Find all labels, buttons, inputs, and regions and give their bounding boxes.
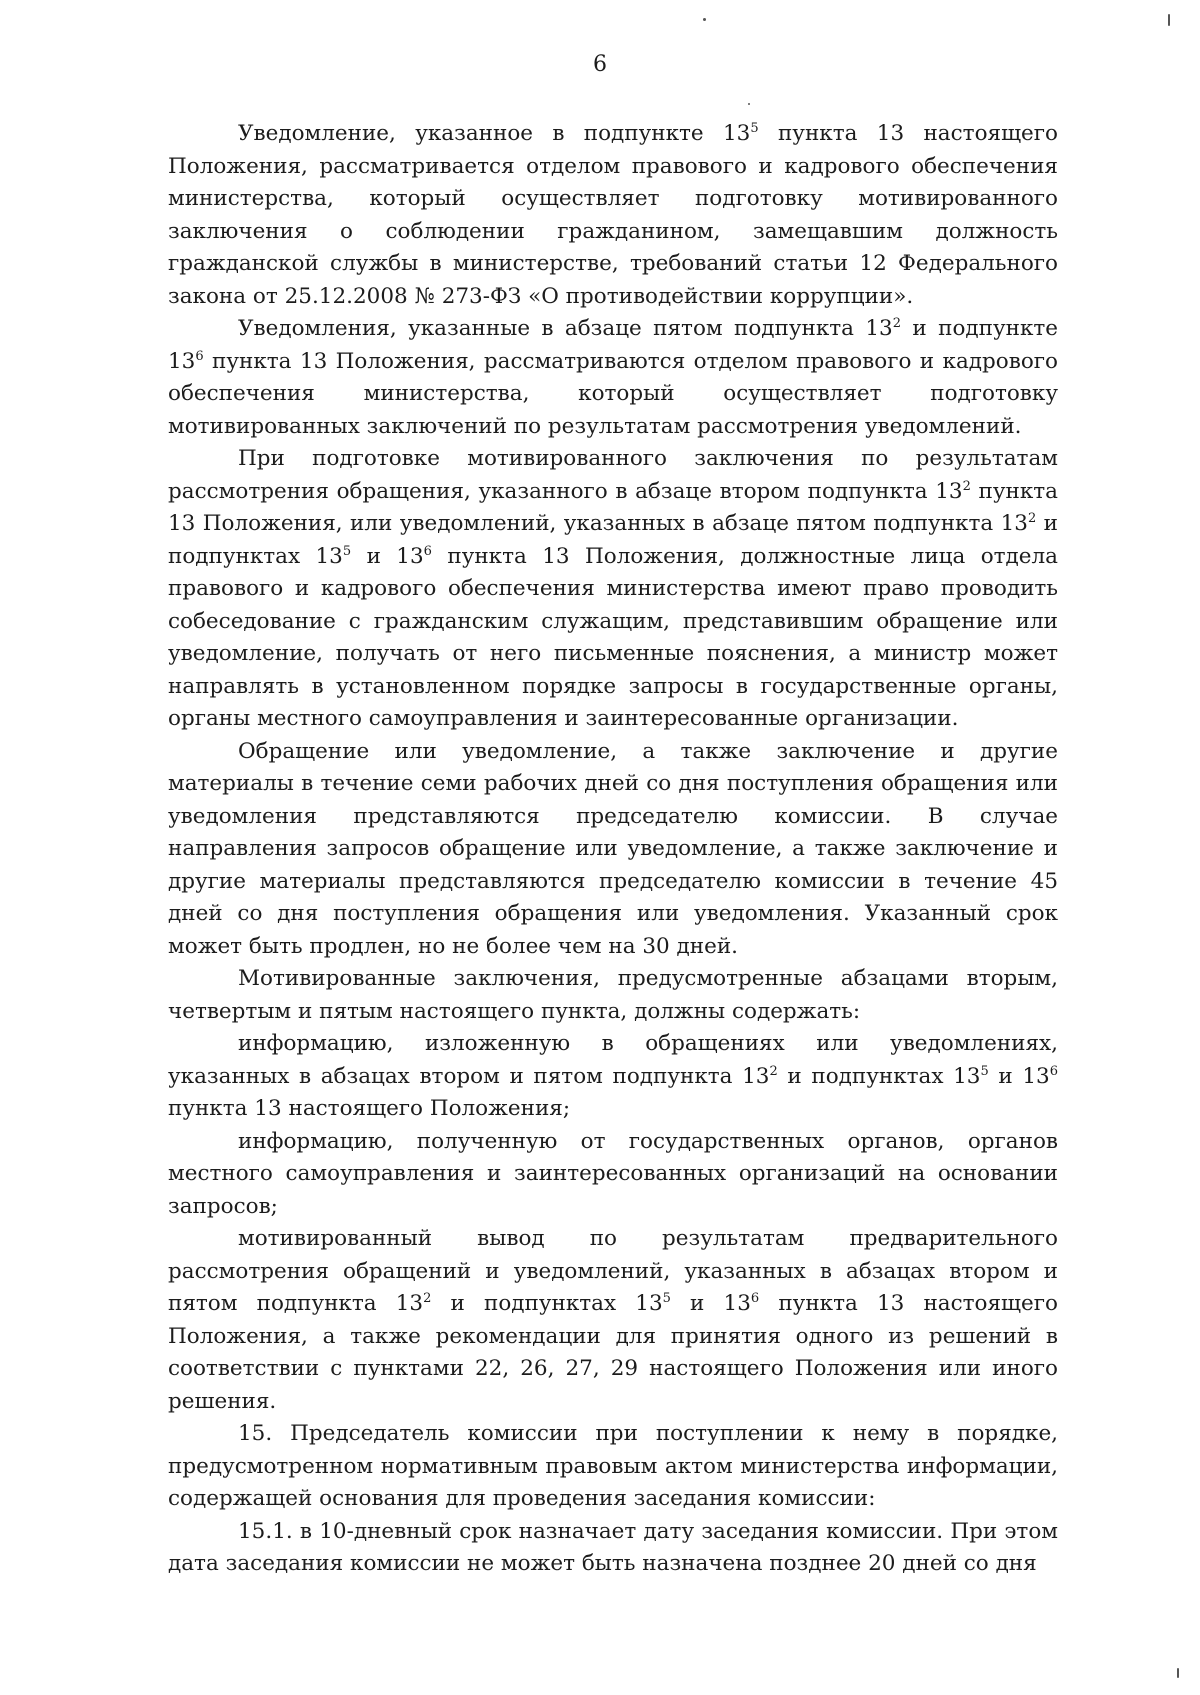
paragraph — [168, 1126, 1058, 1224]
text-run: и подпунктах 13 — [431, 1291, 663, 1316]
superscript: 2 — [892, 316, 902, 331]
scan-speck — [703, 18, 706, 21]
superscript: 5 — [980, 1063, 989, 1079]
text-run: мотивированный вывод по результатам предварительного рассмотрения обращений и уведомлений, указанных в абзацах втором и пятом подпункта 13 — [168, 1226, 1058, 1316]
text-run: и подпункте 13 — [168, 316, 1058, 374]
text-run: пункта 13 настоящего Положения, рассматривается отделом правового и кадрового обеспечения министерства, который осуществляет подготовку мотивированного заключения о соблюдении гражданином, замещавшим должность гражданской службы в министерстве, требований статьи 12 Федерального закона от 25.12.2008 № 273-ФЗ «О противодействии коррупции». — [168, 121, 1058, 309]
paragraph — [168, 1516, 1058, 1581]
superscript: 5 — [662, 1291, 671, 1306]
paragraph — [168, 313, 1058, 443]
text-run: пункта 13 настоящего Положения, а также рекомендации для принятия одного из решений в соответствии с пунктами 22, 26, 27, 29 настоящего Положения или иного решения. — [168, 1291, 1058, 1414]
text-run: информацию, изложенную в обращениях или уведомлениях, указанных в абзацах втором и пятом подпункта 13 — [168, 1031, 1058, 1089]
superscript: 5 — [342, 543, 352, 559]
text-run: и подпунктах 13 — [777, 1063, 981, 1089]
superscript: 2 — [962, 478, 971, 494]
superscript: 5 — [750, 121, 759, 136]
superscript: 2 — [423, 1291, 432, 1306]
paragraph — [168, 1028, 1058, 1126]
document-body — [168, 118, 1058, 1581]
text-run: пункта 13 Положения, рассматриваются отделом правового и кадрового обеспечения министерства, который осуществляет подготовку мотивированных заключений по результатам рассмотрения уведомлений. — [168, 348, 1058, 439]
scan-speck — [748, 103, 750, 105]
text-run: Мотивированные заключения, предусмотренные абзацами вторым, четвертым и пятым настоящего пункта, должны содержать: — [168, 966, 1058, 1024]
superscript: 2 — [769, 1063, 778, 1079]
paragraph — [168, 963, 1058, 1028]
scan-speck — [1168, 14, 1170, 26]
paragraph — [168, 118, 1058, 313]
paragraph — [168, 1223, 1058, 1418]
text-run: и 13 — [670, 1291, 751, 1316]
text-run: Уведомление, указанное в подпункте 13 — [238, 121, 751, 146]
text-run: и подпунктах 13 — [168, 511, 1058, 569]
text-run: Уведомления, указанные в абзаце пятом подпункта 13 — [238, 316, 893, 341]
superscript: 2 — [1027, 511, 1037, 526]
text-run: 15. Председатель комиссии при поступлении к нему в порядке, предусмотренном нормативным правовым актом министерства информации, содержащей основания для проведения заседания комиссии: — [168, 1421, 1058, 1511]
text-run: пункта 13 Положения, должностные лица отдела правового и кадрового обеспечения министерства имеют право проводить собеседование с гражданским служащим, представившим обращение или уведомление, получать от него письменные пояснения, а министр может направлять в установленном порядке запросы в государственные органы, органы местного самоуправления и заинтересованные организации. — [168, 543, 1058, 731]
text-run: пункта 13 Положения, или уведомлений, указанных в абзаце пятом подпункта 13 — [168, 478, 1058, 536]
superscript: 6 — [423, 543, 432, 559]
page-number: 6 — [593, 52, 607, 77]
superscript: 6 — [1049, 1063, 1058, 1079]
text-run: и 13 — [351, 543, 424, 569]
scan-speck — [1177, 1668, 1179, 1678]
text-run: 15.1. в 10-дневный срок назначает дату заседания комиссии. При этом дата заседания комиссии не может быть назначена позднее 20 дней со дня — [168, 1518, 1058, 1576]
paragraph — [168, 736, 1058, 964]
superscript: 6 — [750, 1291, 760, 1306]
text-run: пункта 13 настоящего Положения; — [168, 1096, 571, 1121]
paragraph — [168, 443, 1058, 736]
text-run: При подготовке мотивированного заключения по результатам рассмотрения обращения, указанного в абзаце втором подпункта 13 — [168, 446, 1058, 504]
text-run: информацию, полученную от государственных органов, органов местного самоуправления и заинтересованных организаций на основании запросов; — [168, 1128, 1058, 1219]
text-run: и 13 — [988, 1063, 1050, 1089]
paragraph — [168, 1418, 1058, 1516]
superscript: 6 — [195, 348, 204, 364]
text-run: Обращение или уведомление, а также заключение и другие материалы в течение семи рабочих дней со дня поступления обращения или уведомления представляются председателю комиссии. В случае направления запросов обращение или уведомление, а также заключение и другие материалы представляются председателю комиссии в течение 45 дней со дня поступления обращения или уведомления. Указанный срок может быть продлен, но не более чем на 30 дней. — [168, 738, 1058, 959]
